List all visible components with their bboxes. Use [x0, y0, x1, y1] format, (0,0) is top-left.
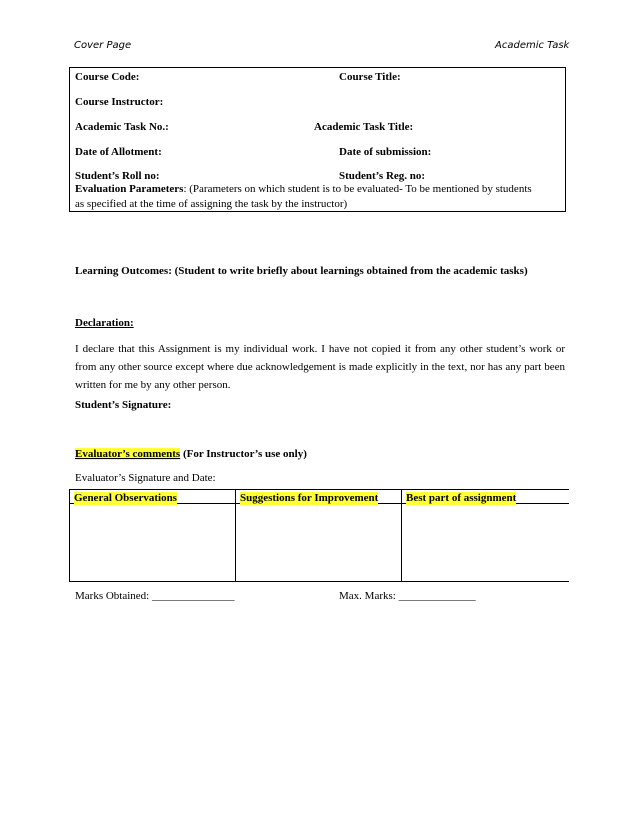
declaration-text: I declare that this Assignment is my individual work. I have not copied it from any other student’s work or from any other source except where due acknowledgement is made explicitly in the text, nor has any part been written for me by any other person.: [75, 343, 565, 391]
evaluator-comments-note: (For Instructor’s use only): [180, 448, 307, 460]
evaluator-comments-label: Evaluator’s comments: [75, 448, 181, 460]
column-header-best-part: Best part of assignment: [406, 492, 517, 504]
evaluation-parameters-line-1: [75, 183, 563, 195]
course-code-label: Course Code:: [75, 71, 140, 83]
academic-task-no-label: Academic Task No.:: [75, 121, 169, 133]
student-signature-label: Student’s Signature:: [75, 399, 172, 411]
course-instructor-label: Course Instructor:: [75, 96, 164, 108]
evaluation-parameters-line-2: as specified at the time of assigning the task by the instructor): [75, 198, 348, 210]
learning-outcomes-heading: Learning Outcomes: (Student to write briefly about learnings obtained from the academic tasks): [75, 265, 528, 277]
table-left-border: [69, 490, 70, 581]
evaluation-parameters-text: : (Parameters on which student is to be evaluated- To be mentioned by students: [183, 183, 532, 195]
marks-obtained-field: Marks Obtained: _______________: [75, 590, 235, 602]
evaluator-signature-date-label: Evaluator’s Signature and Date:: [75, 472, 216, 484]
column-header-general-observations: General Observations: [74, 492, 177, 504]
course-title-label: Course Title:: [339, 71, 401, 83]
student-roll-no-label: Student’s Roll no:: [75, 170, 160, 182]
date-of-allotment-label: Date of Allotment:: [75, 146, 162, 158]
declaration-title: Declaration:: [75, 317, 134, 329]
academic-task-title-label: Academic Task Title:: [314, 121, 414, 133]
student-reg-no-label: Student’s Reg. no:: [339, 170, 426, 182]
column-header-suggestions: Suggestions for Improvement: [240, 492, 379, 504]
header-right: Academic Task: [495, 40, 570, 51]
table-column-divider-2: [401, 490, 402, 581]
date-of-submission-label: Date of submission:: [339, 146, 432, 158]
header-left: Cover Page: [74, 40, 132, 51]
evaluator-comments-heading: [75, 448, 307, 460]
max-marks-field: Max. Marks: ______________: [339, 590, 476, 602]
evaluation-table: [69, 489, 569, 582]
evaluation-parameters-label: Evaluation Parameters: [75, 183, 184, 195]
table-column-divider-1: [235, 490, 236, 581]
